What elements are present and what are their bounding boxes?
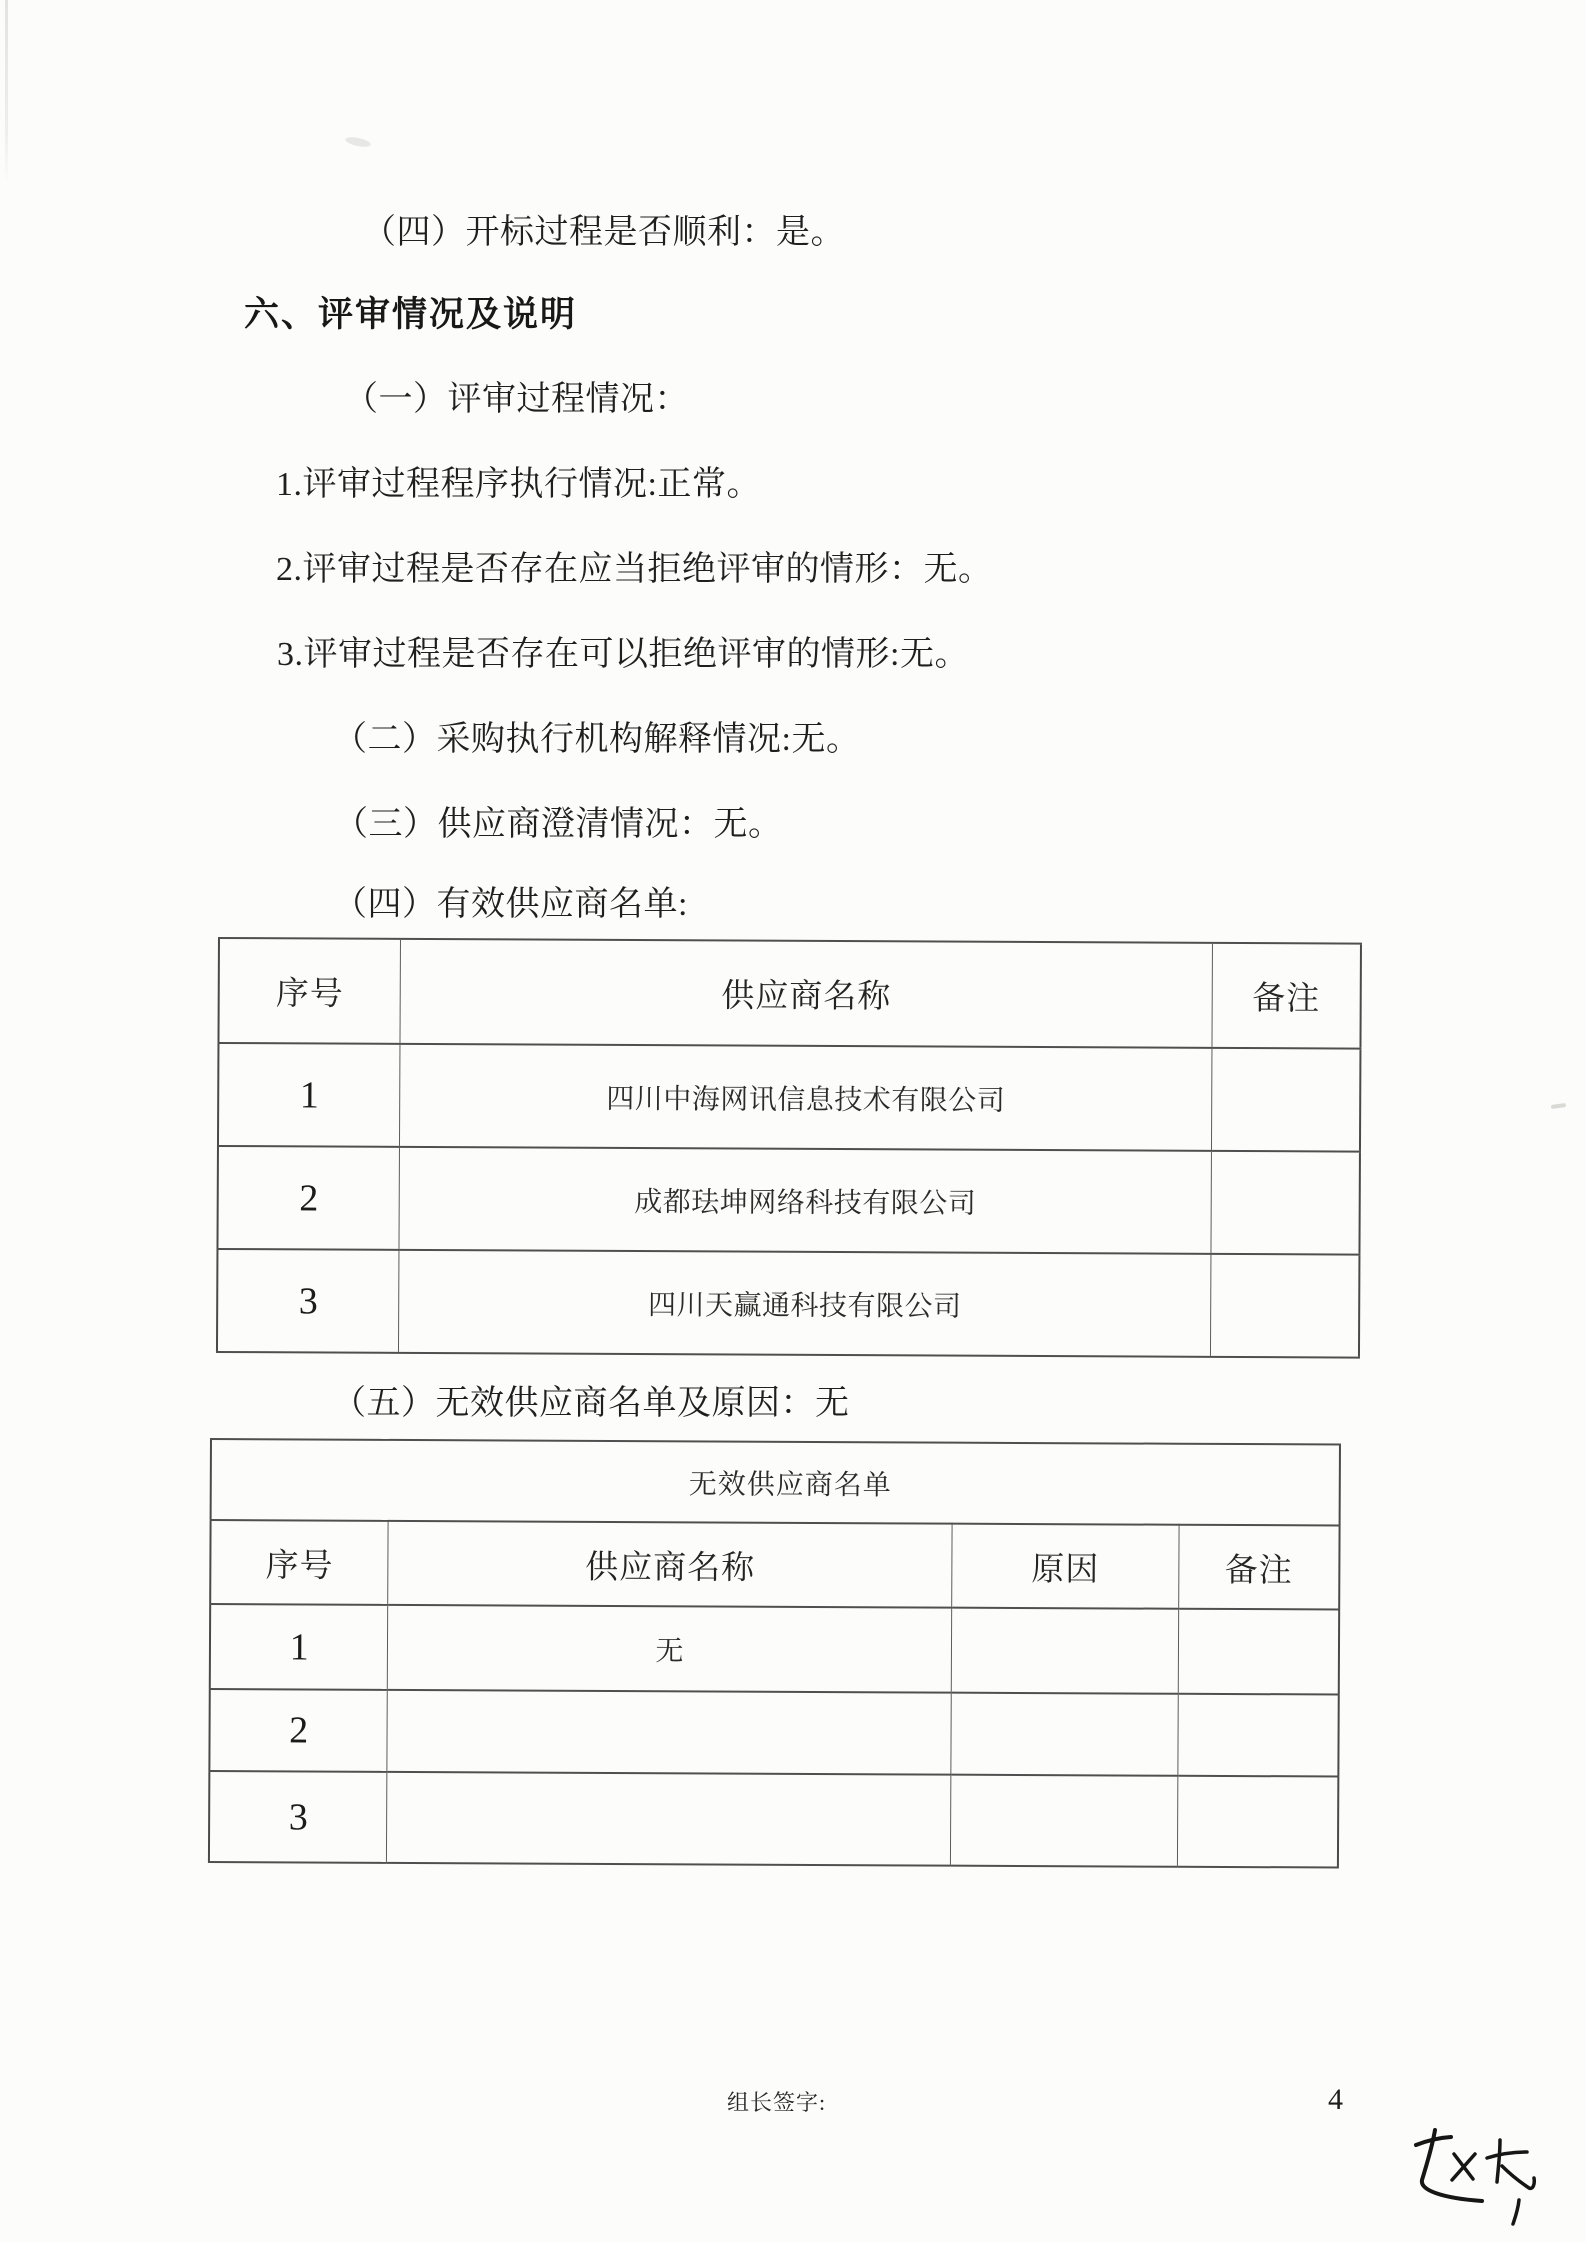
paragraph-invalid-supplier-list: （五）无效供应商名单及原因：无 [332, 1385, 850, 1422]
column-header-note: 备注 [1212, 943, 1361, 1049]
paragraph-review-process: （一）评审过程情况： [344, 381, 689, 418]
paragraph-item1: 1.评审过程程序执行情况:正常。 [276, 466, 761, 503]
cell-reason [952, 1608, 1179, 1694]
invalid-supplier-row [209, 1771, 1338, 1868]
supplier-row [218, 1043, 1360, 1152]
column-header-name: 供应商名称 [400, 939, 1212, 1048]
cell-supplier-name: 四川中海网讯信息技术有限公司 [400, 1044, 1212, 1151]
cell-seq: 2 [217, 1146, 399, 1250]
cell-seq: 3 [209, 1771, 387, 1863]
page-number: 4 [1328, 2083, 1343, 2116]
table-header-row [210, 1520, 1339, 1610]
paragraph-agency-explanation: （二）采购执行机构解释情况:无。 [333, 721, 861, 758]
invalid-supplier-row [209, 1689, 1338, 1777]
cell-supplier-name: 成都珐坤网络科技有限公司 [399, 1147, 1211, 1254]
paragraph-valid-supplier-list: （四）有效供应商名单: [333, 886, 688, 923]
cell-reason [951, 1775, 1178, 1867]
table-title-row [211, 1439, 1340, 1526]
handwritten-signature [1396, 2118, 1546, 2240]
column-header-note: 备注 [1178, 1525, 1339, 1610]
supplier-row [217, 1146, 1359, 1255]
column-header-seq: 序号 [210, 1520, 388, 1605]
valid-suppliers-table [216, 937, 1362, 1359]
supplier-row [217, 1249, 1359, 1358]
cell-supplier-name: 无 [388, 1605, 952, 1693]
cell-note [1177, 1694, 1338, 1777]
invalid-suppliers-table [208, 1438, 1341, 1869]
signature-label: 组长签字: [727, 2090, 827, 2115]
cell-supplier-name [387, 1690, 951, 1775]
cell-supplier-name [387, 1772, 951, 1866]
cell-reason [951, 1693, 1178, 1776]
scan-artifact [5, 0, 8, 185]
table-header-row [218, 938, 1360, 1049]
column-header-reason: 原因 [952, 1524, 1179, 1609]
paragraph-item2: 2.评审过程是否存在应当拒绝评审的情形：无。 [276, 551, 993, 588]
scan-artifact [1551, 1103, 1566, 1109]
cell-note [1177, 1776, 1338, 1868]
cell-note [1178, 1609, 1339, 1695]
cell-note [1211, 1048, 1360, 1152]
paragraph-open-process: （四）开标过程是否顺利：是。 [362, 214, 845, 251]
column-header-name: 供应商名称 [388, 1521, 952, 1608]
cell-seq: 3 [217, 1249, 399, 1353]
scan-artifact [344, 135, 371, 148]
cell-seq: 1 [218, 1043, 400, 1147]
cell-seq: 1 [210, 1604, 388, 1690]
table-title: 无效供应商名单 [211, 1439, 1340, 1526]
cell-seq: 2 [209, 1689, 387, 1772]
column-header-seq: 序号 [218, 938, 400, 1044]
cell-note [1211, 1151, 1360, 1255]
invalid-supplier-row [210, 1604, 1339, 1695]
section-heading: 六、评审情况及说明 [244, 295, 578, 334]
paragraph-supplier-clarification: （三）供应商澄清情况：无。 [334, 806, 783, 843]
cell-note [1210, 1254, 1359, 1358]
paragraph-item3: 3.评审过程是否存在可以拒绝评审的情形:无。 [277, 636, 969, 673]
cell-supplier-name: 四川天赢通科技有限公司 [399, 1250, 1211, 1357]
